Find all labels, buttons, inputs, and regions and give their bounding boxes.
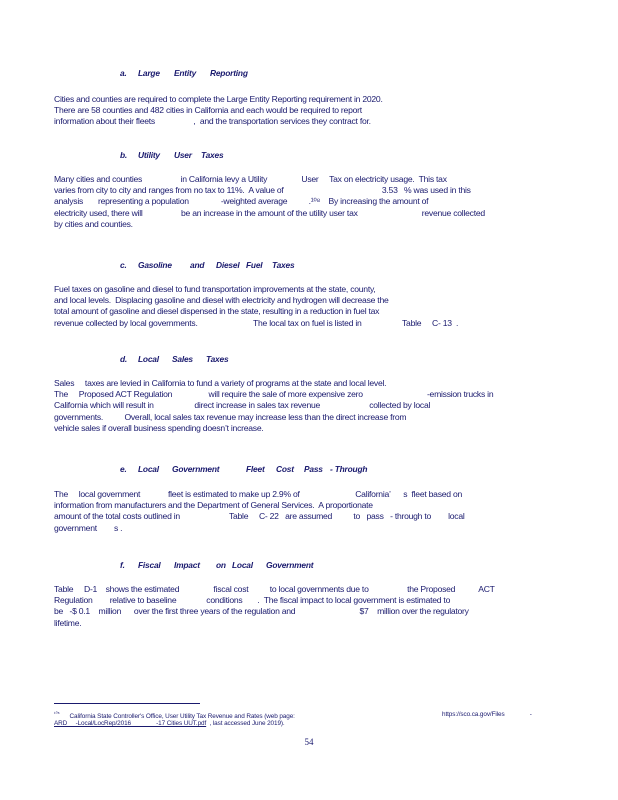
section-heading-utility-user-taxes: b. Utility User Taxes	[120, 150, 224, 160]
section-heading-local-government-fleet-cost-pass-through: e. Local Government Fleet Cost Pass - Through	[120, 464, 368, 474]
section-heading-large-entity-reporting: a. Large Entity Reporting	[120, 68, 248, 78]
paragraph-local-government-fleet-cost-pass-through: The local government fleet is estimated to make up 2.9% of California’ s fleet based on information from manufacturers and the Department of General Services. A proportionate amount of the total costs outlined in Table C- 22 are assumed to pass - through to local government s .	[54, 489, 465, 533]
paragraph-fiscal-impact-local-government: Table D-1 shows the estimated fiscal cost to local governments due to the Proposed ACT Regulation relative to baseline conditions . The fiscal impact to local government is estimated to be -$ 0.1 million over the first three years of the regulation and $7 million over the regulatory lifetime.	[54, 584, 495, 628]
paragraph-large-entity-reporting: Cities and counties are required to complete the Large Entity Reporting requirement in 2020. There are 58 counties and 482 cities in California and each would be required to report information about their fleets , and the transportation services they contract for.	[54, 94, 383, 127]
paragraph-gasoline-diesel-fuel-taxes: Fuel taxes on gasoline and diesel to fund transportation improvements at the state, county, and local levels. Displacing gasoline and diesel with electricity and hydrogen will decrease the total amount of gasoline and diesel dispensed in the state, resulting in a reduction in fuel tax revenue collected by local governments. The local tax on fuel is listed in Table C- 13 .	[54, 284, 459, 328]
paragraph-local-sales-taxes: Sales taxes are levied in California to fund a variety of programs at the state and local level. The Proposed ACT Regulation will require the sale of more expensive zero -emission trucks in California which will result in direct increase in sales tax revenue collected by local governments. Overall, local sales tax revenue may increase less than the direct increase from vehicle sales if overall business spending doesn’t increase.	[54, 378, 494, 433]
section-heading-gasoline-diesel-fuel-taxes: c. Gasoline and Diesel Fuel Taxes	[120, 260, 295, 270]
footnote-link-start[interactable]: https://sco.ca.gov/Files -	[442, 711, 532, 718]
footnote	[54, 710, 554, 728]
footnote-text: California State Controller's Office, User Utility Tax Revenue and Rates (web page:	[69, 713, 295, 721]
footnote-tail: , last accessed June 2019).	[206, 720, 285, 727]
paragraph-utility-user-taxes: Many cities and counties in California levy a Utility User Tax on electricity usage. This tax varies from city to city and ranges from no tax to 11%. A value of 3.53 % was used in this analysis representing a population -weighted average .¹⁰⁸ By increasing the amount of electricity used, there will be an increase in the amount of the utility user tax revenue collected by cities and counties.	[54, 174, 485, 229]
footnote-marker: ¹⁰⁸	[54, 711, 60, 717]
footnote-divider	[54, 703, 200, 704]
page-number: 54	[304, 737, 314, 747]
section-heading-fiscal-impact-local-government: f. Fiscal Impact on Local Government	[120, 560, 314, 570]
section-heading-local-sales-taxes: d. Local Sales Taxes	[120, 354, 229, 364]
footnote-link-continued[interactable]: ARD -Local/LocRep/2016 -17 Cities UUT.pdf	[54, 720, 207, 727]
